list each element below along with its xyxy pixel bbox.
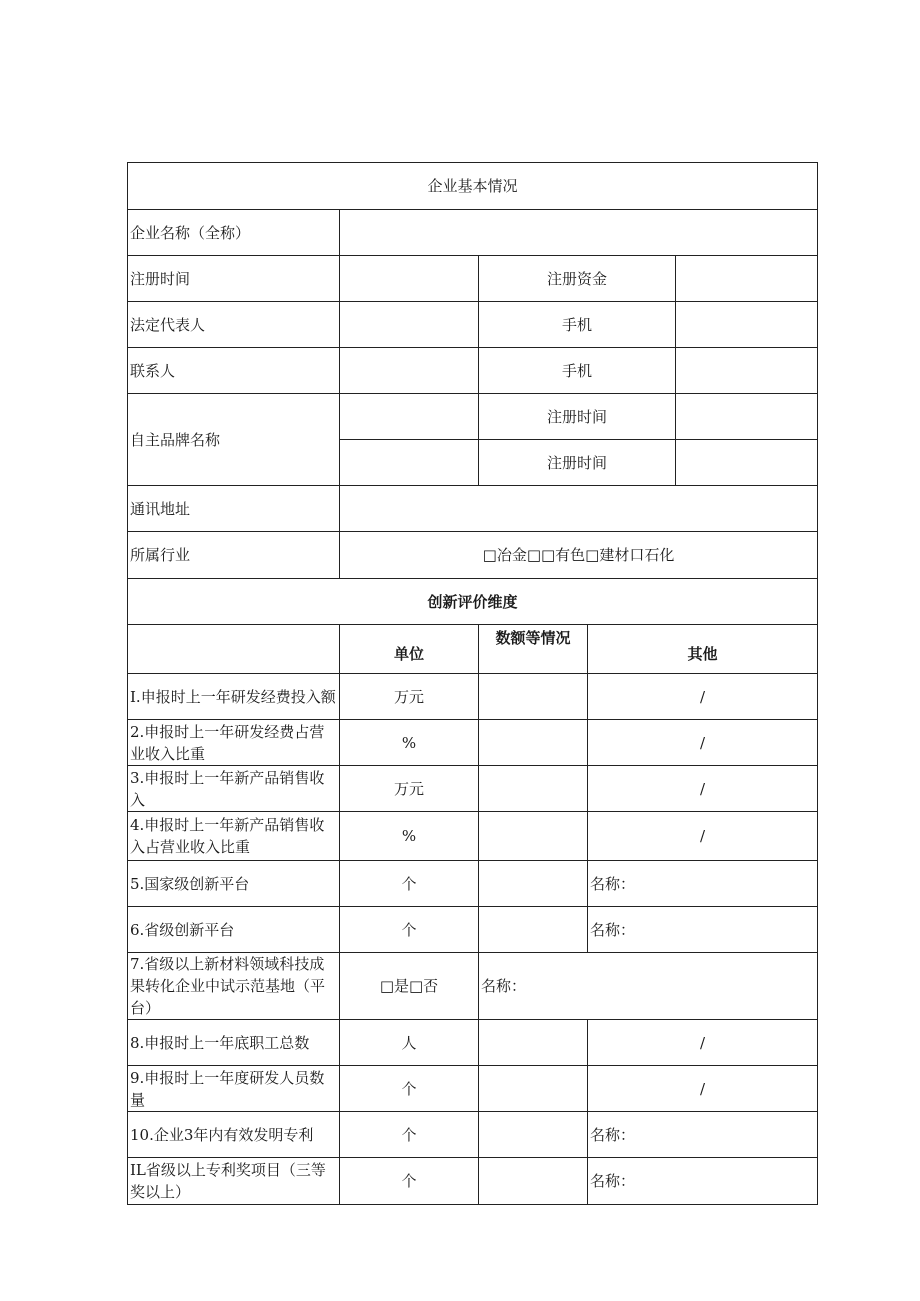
row-label: 3.申报时上一年新产品销售收入 [128,766,340,812]
table-row [128,1020,818,1066]
header-blank-cell [128,625,340,674]
brand-label: 自主品牌名称 [128,394,340,486]
row-other: / [588,766,818,812]
table-row [128,953,818,1020]
row-amount-field[interactable] [479,907,588,953]
company-name-label: 企业名称（全称） [128,210,340,256]
table-row [128,674,818,720]
row-amount-field[interactable] [479,720,588,766]
row-other: / [588,674,818,720]
table-row [128,907,818,953]
row-label: 5.国家级创新平台 [128,861,340,907]
row-label: 10.企业3年内有效发明专利 [128,1112,340,1158]
row-unit: % [340,812,479,861]
col-header-unit: 单位 [340,625,479,674]
col-header-other: 其他 [588,625,818,674]
address-label: 通讯地址 [128,486,340,532]
row-unit: 个 [340,1158,479,1205]
row-amount-field[interactable] [479,1066,588,1112]
row-label: 4.申报时上一年新产品销售收入占营业收入比重 [128,812,340,861]
row-other: / [588,1066,818,1112]
address-field[interactable] [340,486,818,532]
reg-time-label: 注册时间 [128,256,340,302]
table-row [128,1066,818,1112]
row-other: / [588,720,818,766]
row-unit: 万元 [340,674,479,720]
row-other: / [588,1020,818,1066]
row-other[interactable]: 名称： [588,1158,818,1205]
table-row [128,812,818,861]
row-amount-field[interactable] [479,1020,588,1066]
row-amount-field[interactable] [479,861,588,907]
industry-options[interactable]: □冶金□□有色□建材口石化 [340,532,818,579]
reg-time-field[interactable] [340,256,479,302]
industry-label: 所属行业 [128,532,340,579]
brand-reg-time-field-1[interactable] [676,394,818,440]
col-header-amount: 数额等情况 [479,625,588,674]
table-row [128,766,818,812]
row-amount-field[interactable] [479,812,588,861]
row-amount-field[interactable] [479,1158,588,1205]
table-row [128,861,818,907]
row-other: / [588,812,818,861]
reg-capital-field[interactable] [676,256,818,302]
row-label: I.申报时上一年研发经费投入额 [128,674,340,720]
row-unit: 万元 [340,766,479,812]
legal-rep-field[interactable] [340,302,479,348]
row-other[interactable]: 名称： [588,907,818,953]
row-label: 6.省级创新平台 [128,907,340,953]
reg-capital-label: 注册资金 [479,256,676,302]
brand-name-field-2[interactable] [340,440,479,486]
row-other[interactable]: 名称： [588,1112,818,1158]
contact-mobile-field[interactable] [676,348,818,394]
legal-rep-mobile-field[interactable] [676,302,818,348]
row-unit: 个 [340,1112,479,1158]
legal-rep-label: 法定代表人 [128,302,340,348]
row-label: 8.申报时上一年底职工总数 [128,1020,340,1066]
row-label: 7.省级以上新材料领域科技成果转化企业中试示范基地（平台） [128,953,340,1020]
row-unit: % [340,720,479,766]
section-title-innovation: 创新评价维度 [128,579,818,625]
row-other[interactable]: 名称： [588,861,818,907]
row-other[interactable]: 名称： [479,953,818,1020]
row-label: IL省级以上专利奖项目（三等奖以上） [128,1158,340,1205]
row-amount-field[interactable] [479,766,588,812]
table-row [128,1158,818,1205]
table-row [128,1112,818,1158]
enterprise-form-table [127,162,818,1205]
row-unit: 个 [340,907,479,953]
row-yes-no-options[interactable]: □是□否 [340,953,479,1020]
row-unit: 人 [340,1020,479,1066]
company-name-field[interactable] [340,210,818,256]
contact-field[interactable] [340,348,479,394]
row-amount-field[interactable] [479,1112,588,1158]
legal-rep-mobile-label: 手机 [479,302,676,348]
table-row [128,720,818,766]
section-title-basic: 企业基本情况 [128,163,818,210]
contact-label: 联系人 [128,348,340,394]
brand-reg-time-field-2[interactable] [676,440,818,486]
row-label: 9.申报时上一年度研发人员数量 [128,1066,340,1112]
brand-reg-time-label-2: 注册时间 [479,440,676,486]
row-label: 2.申报时上一年研发经费占营业收入比重 [128,720,340,766]
contact-mobile-label: 手机 [479,348,676,394]
row-unit: 个 [340,861,479,907]
row-unit: 个 [340,1066,479,1112]
row-amount-field[interactable] [479,674,588,720]
brand-reg-time-label-1: 注册时间 [479,394,676,440]
brand-name-field-1[interactable] [340,394,479,440]
